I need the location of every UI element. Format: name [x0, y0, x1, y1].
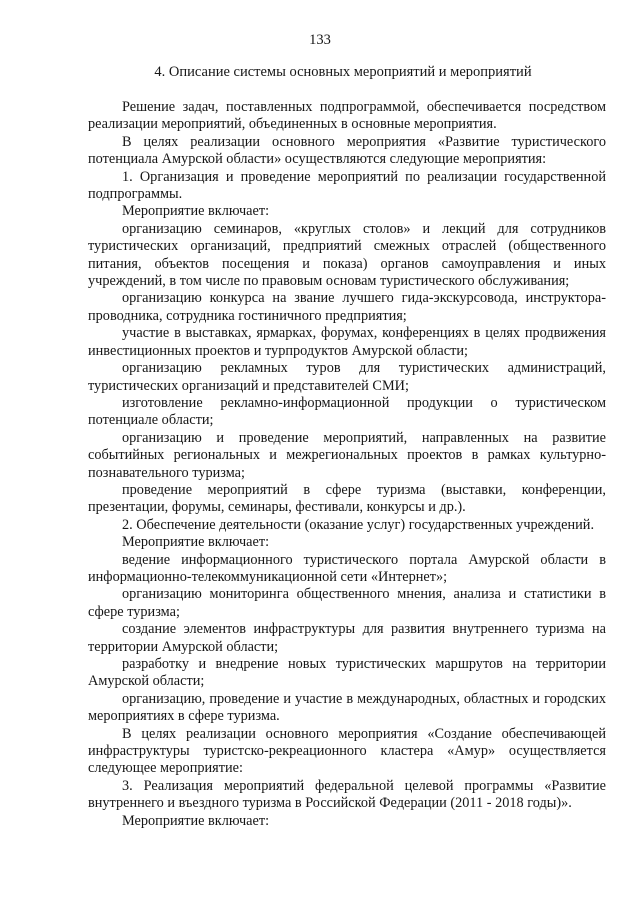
page-number: 133	[309, 32, 331, 48]
paragraph-includes-2: Мероприятие включает:	[122, 534, 270, 551]
paragraph-main-activity-intro: В целях реализации основного мероприятия «Развитие туристического потенциала Амурской области» осуществляются следующие мероприятия:	[88, 133, 606, 168]
paragraph-monitoring: организацию мониторинга общественного мнения, анализа и статистики в сфере туризма;	[88, 586, 606, 620]
paragraph-tourism-events: проведение мероприятий в сфере туризма (выставки, конференции, презентации, форумы, семинары, фестивали, конкурсы и др.).	[88, 481, 606, 516]
paragraph-item-1: 1. Организация и проведение мероприятий по реализации государственной подпрограммы.	[88, 168, 606, 203]
paragraph-event-projects: организацию и проведение мероприятий, направленных на развитие событийных региональных и межрегиональных проектов в рамках культурно-познавательного туризма;	[88, 429, 606, 481]
paragraph-includes-3: Мероприятие включает:	[122, 812, 270, 829]
paragraph-exhibitions: участие в выставках, ярмарках, форумах, конференциях в целях продвижения инвестиционных проектов и турпродуктов Амурской области;	[88, 325, 606, 359]
paragraph-item-3: 3. Реализация мероприятий федеральной целевой программы «Развитие внутреннего и въездного туризма в Российской Федерации (2011 - 2018 годы)».	[88, 777, 606, 812]
paragraph-promo-materials: изготовление рекламно-информационной продукции о туристическом потенциале области;	[88, 394, 606, 429]
paragraph-includes-1: Мероприятие включает:	[122, 203, 270, 220]
paragraph-infrastructure: создание элементов инфраструктуры для развития внутреннего туризма на территории Амурской области;	[88, 621, 606, 655]
paragraph-intro: Решение задач, поставленных подпрограммой, обеспечивается посредством реализации мероприятий, объединенных в основные мероприятия.	[88, 99, 606, 133]
paragraph-cluster-intro: В целях реализации основного мероприятия «Создание обеспечивающей инфраструктуры туристско-рекреационного кластера «Амур» осуществляется следующее мероприятие:	[88, 725, 606, 777]
paragraph-international-events: организацию, проведение и участие в международных, областных и городских мероприятиях в сфере туризма.	[88, 690, 606, 725]
paragraph-guide-contest: организацию конкурса на звание лучшего гида-экскурсовода, инструктора-проводника, сотрудника гостиничного предприятия;	[88, 290, 606, 324]
paragraph-portal: ведение информационного туристического портала Амурской области в информационно-телекоммуникационной сети «Интернет»;	[88, 551, 606, 585]
section-heading: 4. Описание системы основных мероприятий и мероприятий	[154, 64, 532, 80]
paragraph-new-routes: разработку и внедрение новых туристических маршрутов на территории Амурской области;	[88, 656, 606, 690]
paragraph-item-2: 2. Обеспечение деятельности (оказание услуг) государственных учреждений.	[122, 516, 595, 533]
body-text	[88, 99, 606, 830]
paragraph-seminars: организацию семинаров, «круглых столов» и лекций для сотрудников туристических организаций, предприятий смежных отраслей (общественного питания, объектов посещения и показа) органов самоуправления и иных учреждений, в том числе по правовым основам туристического обслуживания;	[88, 220, 606, 290]
paragraph-promo-tours: организацию рекламных туров для туристических администраций, туристических организаций и представителей СМИ;	[88, 360, 606, 394]
